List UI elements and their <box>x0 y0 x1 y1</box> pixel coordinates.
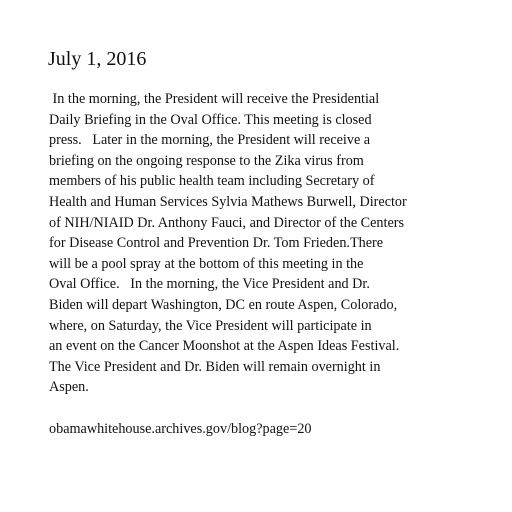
paragraph-line: members of his public health team including Secretary of <box>49 173 375 190</box>
paragraph-line: Aspen. <box>49 379 89 396</box>
paragraph-line: where, on Saturday, the Vice President will participate in <box>49 317 372 334</box>
paragraph-line: for Disease Control and Prevention Dr. Tom Frieden.There <box>49 235 384 252</box>
paragraph-line: The Vice President and Dr. Biden will remain overnight in <box>49 358 381 375</box>
paragraph-line: Biden will depart Washington, DC en route Aspen, Colorado, <box>49 296 398 313</box>
paragraph-line: of NIH/NIAID Dr. Anthony Fauci, and Director of the Centers <box>49 214 404 231</box>
paragraph-line: an event on the Cancer Moonshot at the Aspen Ideas Festival. <box>49 338 400 355</box>
paragraph-line: press. Later in the morning, the President will receive a <box>49 132 371 149</box>
paragraph-line: Oval Office. In the morning, the Vice President and Dr. <box>49 276 370 293</box>
schedule-paragraph <box>49 89 489 398</box>
source-url: obamawhitehouse.archives.gov/blog?page=20 <box>49 421 312 437</box>
paragraph-line: Daily Briefing in the Oval Office. This meeting is closed <box>49 111 372 128</box>
document-date: July 1, 2016 <box>48 48 147 70</box>
paragraph-line: Health and Human Services Sylvia Mathews Burwell, Director <box>49 193 407 210</box>
paragraph-line: In the morning, the President will receive the Presidential <box>49 91 380 107</box>
paragraph-line: will be a pool spray at the bottom of this meeting in the <box>49 255 364 272</box>
paragraph-line: briefing on the ongoing response to the Zika virus from <box>49 152 364 169</box>
